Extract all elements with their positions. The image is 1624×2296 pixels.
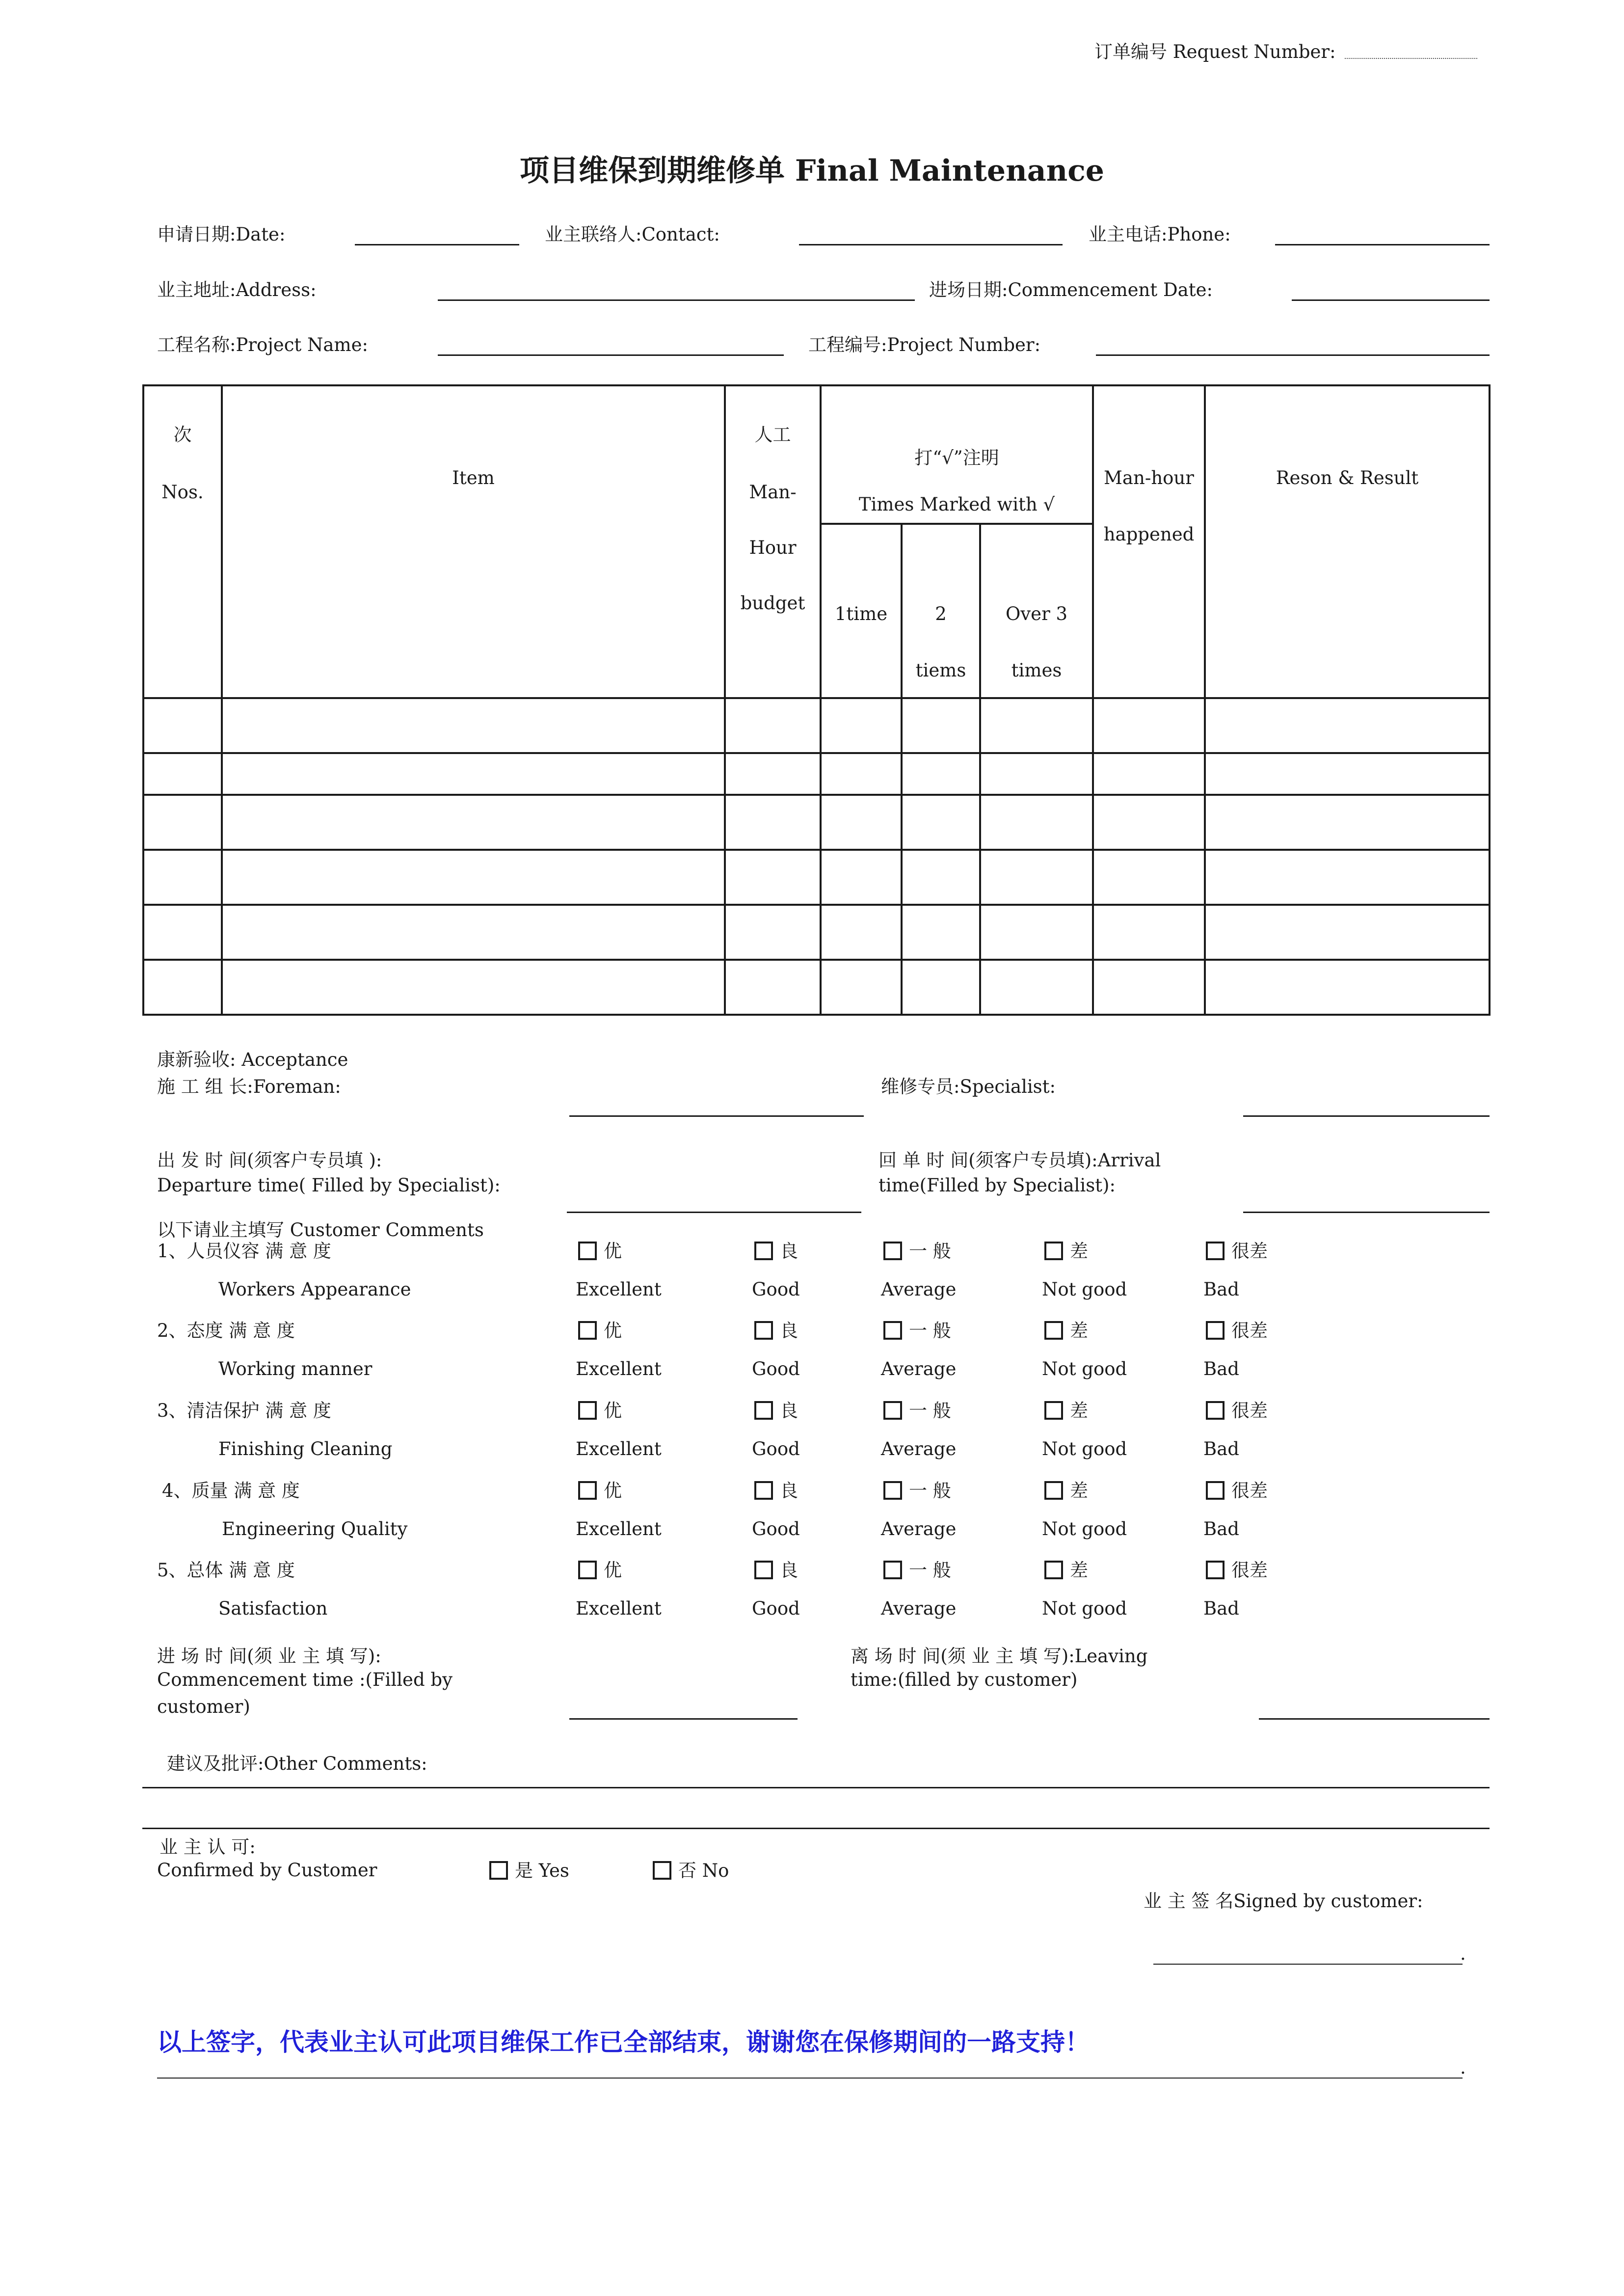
table-cell[interactable] (725, 795, 821, 850)
table-cell[interactable] (1093, 850, 1205, 905)
confirm-no-checkbox[interactable] (653, 1861, 671, 1880)
table-cell[interactable] (902, 960, 980, 1015)
table-cell[interactable] (725, 905, 821, 960)
customer-commencement-label-cn: 进 场 时 间(须 业 主 填 写): (157, 1646, 381, 1667)
table-cell[interactable] (980, 905, 1093, 960)
rating-checkbox[interactable] (754, 1561, 773, 1579)
rating-checkbox[interactable] (1206, 1242, 1225, 1260)
confirm-yes-option[interactable] (489, 1856, 569, 1882)
table-cell[interactable] (1093, 753, 1205, 795)
table-row (143, 850, 1490, 905)
arrival-label-en: time(Filled by Specialist): (879, 1175, 1116, 1196)
rating-checkbox[interactable] (883, 1321, 902, 1340)
rating-question-cn: 5、总体 满 意 度 (157, 1560, 295, 1581)
rating-checkbox[interactable] (1044, 1321, 1063, 1340)
rating-checkbox[interactable] (578, 1481, 597, 1500)
rating-checkbox[interactable] (1044, 1561, 1063, 1579)
phone-label: 业主电话:Phone: (1089, 224, 1231, 245)
rating-option[interactable] (1206, 1476, 1268, 1502)
table-cell[interactable] (725, 753, 821, 795)
rating-checkbox[interactable] (1044, 1401, 1063, 1420)
header-reason-result (1205, 385, 1490, 698)
rating-option-en: Excellent (576, 1518, 662, 1540)
table-cell[interactable] (725, 698, 821, 753)
rating-option-en: Good (752, 1598, 800, 1619)
header-happened-2: happened (1103, 524, 1195, 545)
rating-option-en: Bad (1203, 1279, 1239, 1300)
rating-option[interactable] (1044, 1236, 1088, 1263)
rating-option[interactable] (754, 1476, 798, 1502)
rating-option[interactable] (1206, 1555, 1268, 1582)
rating-option-cn: 一 般 (909, 1560, 951, 1581)
project-number-field[interactable] (1096, 354, 1490, 356)
rating-checkbox[interactable] (1206, 1321, 1225, 1340)
other-comments-label: 建议及批评:Other Comments: (167, 1753, 427, 1774)
rating-option-cn: 良 (780, 1320, 798, 1341)
rating-checkbox[interactable] (883, 1401, 902, 1420)
arrival-label-cn: 回 单 时 间(须客户专员填):Arrival (879, 1150, 1161, 1171)
rating-option-en: Excellent (576, 1358, 662, 1379)
rating-checkbox[interactable] (1206, 1401, 1225, 1420)
rating-option-cn: 差 (1070, 1480, 1088, 1501)
table-row (143, 698, 1490, 753)
rating-option[interactable] (1206, 1396, 1268, 1422)
foreman-label: 施 工 组 长:Foreman: (157, 1076, 341, 1097)
table-cell[interactable] (143, 905, 222, 960)
rating-option[interactable] (754, 1555, 798, 1582)
table-cell[interactable] (222, 960, 725, 1015)
date-field[interactable] (355, 244, 519, 245)
rating-option[interactable] (1044, 1476, 1088, 1502)
phone-field[interactable] (1275, 244, 1490, 245)
request-number-label: 订单编号 Request Number: (1094, 41, 1336, 62)
other-comments-line-1[interactable] (142, 1787, 1490, 1788)
rating-option[interactable] (1206, 1316, 1268, 1342)
header-manhour-en-1: Man- (749, 482, 797, 503)
rating-question-en: Workers Appearance (218, 1279, 411, 1300)
project-number-label: 工程编号:Project Number: (808, 334, 1041, 355)
header-time-1 (821, 524, 902, 698)
table-cell[interactable] (1205, 795, 1490, 850)
rating-option[interactable] (1044, 1396, 1088, 1422)
rating-option-cn: 差 (1070, 1400, 1088, 1421)
rating-option-cn: 优 (604, 1320, 622, 1341)
table-cell[interactable] (1205, 753, 1490, 795)
departure-label-cn: 出 发 时 间(须客户专员填 ): (157, 1150, 382, 1171)
comments-heading: 以下请业主填写 Customer Comments (157, 1219, 484, 1241)
rating-checkbox[interactable] (578, 1561, 597, 1579)
contact-label: 业主联络人:Contact: (545, 224, 720, 245)
rating-option-en: Average (881, 1518, 957, 1540)
table-cell[interactable] (902, 698, 980, 753)
rating-checkbox[interactable] (754, 1242, 773, 1260)
header-manhour-en-2: Hour (749, 537, 797, 558)
header-time-3 (980, 524, 1093, 698)
rating-checkbox[interactable] (578, 1321, 597, 1340)
table-cell[interactable] (821, 960, 902, 1015)
rating-option[interactable] (578, 1316, 622, 1342)
foreman-field[interactable] (569, 1115, 864, 1117)
header-time-3-label-1: Over 3 (1005, 603, 1068, 624)
acceptance-heading: 康新验收: Acceptance (157, 1049, 348, 1070)
table-cell[interactable] (1205, 960, 1490, 1015)
rating-option-en: Not good (1042, 1358, 1127, 1379)
table-cell[interactable] (1093, 905, 1205, 960)
rating-option-cn: 一 般 (909, 1241, 951, 1262)
page-title: 项目维保到期维修单 Final Maintenance (520, 154, 1104, 188)
rating-option-en: Bad (1203, 1598, 1239, 1619)
rating-option-en: Not good (1042, 1279, 1127, 1300)
rating-option[interactable] (1044, 1316, 1088, 1342)
project-name-field[interactable] (438, 354, 784, 356)
rating-option-cn: 优 (604, 1560, 622, 1581)
rating-checkbox[interactable] (883, 1481, 902, 1500)
rating-option-en: Excellent (576, 1438, 662, 1459)
rating-checkbox[interactable] (578, 1242, 597, 1260)
table-cell[interactable] (980, 795, 1093, 850)
rating-option-en: Good (752, 1518, 800, 1540)
specialist-field[interactable] (1243, 1115, 1490, 1117)
rating-option[interactable] (578, 1396, 622, 1422)
rating-question-cn: 3、清洁保护 满 意 度 (157, 1400, 331, 1421)
table-row (143, 753, 1490, 795)
table-cell[interactable] (725, 960, 821, 1015)
header-item-label: Item (452, 467, 495, 488)
rating-question-en: Satisfaction (218, 1598, 328, 1619)
rating-option[interactable] (754, 1316, 798, 1342)
rating-option[interactable] (883, 1555, 951, 1582)
rating-option-en: Average (881, 1438, 957, 1459)
rating-option-en: Bad (1203, 1358, 1239, 1379)
confirm-yes-checkbox[interactable] (489, 1861, 508, 1880)
table-row (143, 795, 1490, 850)
commencement-date-label: 进场日期:Commencement Date: (929, 279, 1213, 300)
table-cell[interactable] (222, 850, 725, 905)
confirm-label-cn: 业 主 认 可: (160, 1837, 256, 1858)
table-cell[interactable] (1205, 905, 1490, 960)
signature-dot: . (1460, 1943, 1466, 1964)
header-mark-cn: 打“√”注明 (914, 447, 999, 468)
footer-line (157, 2078, 1463, 2079)
rating-option-cn: 差 (1070, 1560, 1088, 1581)
rating-option-cn: 很差 (1231, 1400, 1268, 1421)
project-name-label: 工程名称:Project Name: (157, 334, 368, 355)
table-cell[interactable] (143, 698, 222, 753)
rating-option-cn: 良 (780, 1480, 798, 1501)
rating-option-en: Excellent (576, 1598, 662, 1619)
rating-checkbox[interactable] (883, 1242, 902, 1260)
rating-option[interactable] (883, 1476, 951, 1502)
customer-commencement-label-en2: customer) (157, 1696, 250, 1717)
confirm-no-label: 否 No (678, 1860, 729, 1881)
header-time-2-label-1: 2 (935, 603, 947, 624)
address-field[interactable] (438, 299, 915, 301)
table-cell[interactable] (222, 698, 725, 753)
rating-option-cn: 优 (604, 1480, 622, 1501)
rating-question-en: Finishing Cleaning (218, 1438, 393, 1459)
table-cell[interactable] (980, 960, 1093, 1015)
rating-checkbox[interactable] (578, 1401, 597, 1420)
table-cell[interactable] (821, 905, 902, 960)
rating-option-en: Not good (1042, 1438, 1127, 1459)
rating-option-cn: 很差 (1231, 1480, 1268, 1501)
rating-option-en: Good (752, 1358, 800, 1379)
rating-question-en: Engineering Quality (222, 1518, 408, 1540)
rating-option-cn: 一 般 (909, 1320, 951, 1341)
rating-option-en: Good (752, 1279, 800, 1300)
table-cell[interactable] (1205, 850, 1490, 905)
rating-question-en: Working manner (218, 1358, 373, 1379)
rating-question-cn: 4、质量 满 意 度 (162, 1480, 300, 1501)
header-nos (143, 385, 222, 698)
rating-option[interactable] (578, 1476, 622, 1502)
table-cell[interactable] (1093, 795, 1205, 850)
rating-checkbox[interactable] (1206, 1481, 1225, 1500)
table-cell[interactable] (143, 850, 222, 905)
confirm-no-option[interactable] (653, 1856, 729, 1882)
rating-option-en: Not good (1042, 1518, 1127, 1540)
rating-checkbox[interactable] (754, 1481, 773, 1500)
rating-option-cn: 一 般 (909, 1400, 951, 1421)
rating-option-cn: 良 (780, 1400, 798, 1421)
rating-option-en: Bad (1203, 1518, 1239, 1540)
rating-question-cn: 2、态度 满 意 度 (157, 1320, 295, 1341)
table-cell[interactable] (1093, 960, 1205, 1015)
table-cell[interactable] (821, 698, 902, 753)
rating-option-cn: 一 般 (909, 1480, 951, 1501)
table-cell[interactable] (902, 850, 980, 905)
rating-option-cn: 很差 (1231, 1320, 1268, 1341)
header-manhour-en-3: budget (740, 593, 805, 614)
header-manhour-happened (1093, 385, 1205, 698)
rating-option-en: Average (881, 1598, 957, 1619)
table-cell[interactable] (1205, 698, 1490, 753)
specialist-label: 维修专员:Specialist: (881, 1076, 1056, 1097)
table-cell[interactable] (222, 795, 725, 850)
rating-option-cn: 优 (604, 1241, 622, 1262)
table-cell[interactable] (902, 795, 980, 850)
customer-commencement-field[interactable] (569, 1718, 798, 1720)
table-cell[interactable] (222, 753, 725, 795)
customer-leaving-field[interactable] (1259, 1718, 1490, 1720)
table-cell[interactable] (902, 753, 980, 795)
table-cell[interactable] (143, 753, 222, 795)
header-manhour-cn: 人工 (754, 424, 791, 445)
commencement-date-field[interactable] (1292, 299, 1490, 301)
table-cell[interactable] (1093, 698, 1205, 753)
rating-option-cn: 很差 (1231, 1241, 1268, 1262)
rating-checkbox[interactable] (754, 1401, 773, 1420)
header-mark-times (821, 385, 1093, 524)
table-cell[interactable] (143, 795, 222, 850)
date-label: 申请日期:Date: (157, 224, 286, 245)
table-cell[interactable] (821, 795, 902, 850)
departure-field[interactable] (567, 1212, 861, 1213)
rating-checkbox[interactable] (883, 1561, 902, 1579)
table-cell[interactable] (980, 753, 1093, 795)
rating-option-en: Good (752, 1438, 800, 1459)
rating-option-cn: 差 (1070, 1241, 1088, 1262)
confirm-label-en: Confirmed by Customer (157, 1860, 377, 1881)
rating-option-en: Bad (1203, 1438, 1239, 1459)
signature-field[interactable] (1153, 1964, 1463, 1965)
table-cell[interactable] (821, 850, 902, 905)
rating-option-cn: 良 (780, 1560, 798, 1581)
rating-checkbox[interactable] (754, 1321, 773, 1340)
maintenance-table (142, 384, 1491, 1016)
departure-label-en: Departure time( Filled by Specialist): (157, 1175, 501, 1196)
arrival-field[interactable] (1243, 1212, 1490, 1213)
table-cell[interactable] (902, 905, 980, 960)
header-time-2-label-2: tiems (915, 660, 966, 681)
header-happened-1: Man-hour (1104, 467, 1194, 488)
other-comments-line-2[interactable] (142, 1828, 1490, 1829)
header-item (222, 385, 725, 698)
footer-dot: . (1460, 2057, 1466, 2078)
rating-checkbox[interactable] (1044, 1242, 1063, 1260)
table-cell[interactable] (222, 905, 725, 960)
rating-option-en: Average (881, 1358, 957, 1379)
rating-question-cn: 1、人员仪容 满 意 度 (157, 1241, 331, 1262)
table-row (143, 960, 1490, 1015)
rating-option-cn: 优 (604, 1400, 622, 1421)
request-number-field[interactable] (1345, 58, 1477, 59)
rating-option[interactable] (578, 1236, 622, 1263)
rating-option-en: Average (881, 1279, 957, 1300)
footer-note: 以上签字，代表业主认可此项目维保工作已全部结束，谢谢您在保修期间的一路支持！ (157, 2028, 1090, 2056)
rating-option[interactable] (1206, 1236, 1268, 1263)
rating-option-cn: 很差 (1231, 1560, 1268, 1581)
header-nos-cn: 次 (173, 424, 192, 445)
rating-checkbox[interactable] (1206, 1561, 1225, 1579)
rating-option[interactable] (1044, 1555, 1088, 1582)
rating-option[interactable] (754, 1236, 798, 1263)
table-cell[interactable] (980, 698, 1093, 753)
customer-commencement-label-en1: Commencement time :(Filled by (157, 1669, 453, 1690)
header-manhour-budget (725, 385, 821, 698)
rating-option[interactable] (883, 1316, 951, 1342)
rating-option[interactable] (578, 1555, 622, 1582)
rating-option-en: Excellent (576, 1279, 662, 1300)
table-cell[interactable] (143, 960, 222, 1015)
customer-leaving-label-en: time:(filled by customer) (851, 1669, 1078, 1690)
header-time-3-label-2: times (1011, 660, 1062, 681)
table-cell[interactable] (725, 850, 821, 905)
header-mark-en: Times Marked with √ (858, 494, 1055, 515)
rating-option[interactable] (883, 1396, 951, 1422)
header-time-2 (902, 524, 980, 698)
rating-checkbox[interactable] (1044, 1481, 1063, 1500)
contact-field[interactable] (799, 244, 1063, 245)
signature-label: 业 主 签 名Signed by customer: (1144, 1891, 1423, 1912)
rating-option-cn: 良 (780, 1241, 798, 1262)
header-nos-en: Nos. (161, 482, 204, 503)
table-cell[interactable] (980, 850, 1093, 905)
confirm-yes-label: 是 Yes (515, 1860, 569, 1881)
header-time-1-label: 1time (834, 603, 888, 624)
header-reason-label: Reson & Result (1276, 467, 1419, 488)
rating-option[interactable] (754, 1396, 798, 1422)
table-row (143, 905, 1490, 960)
rating-option-en: Not good (1042, 1598, 1127, 1619)
address-label: 业主地址:Address: (157, 279, 317, 300)
rating-option[interactable] (883, 1236, 951, 1263)
rating-option-cn: 差 (1070, 1320, 1088, 1341)
customer-leaving-label-cn: 离 场 时 间(须 业 主 填 写):Leaving (851, 1646, 1148, 1667)
table-cell[interactable] (821, 753, 902, 795)
